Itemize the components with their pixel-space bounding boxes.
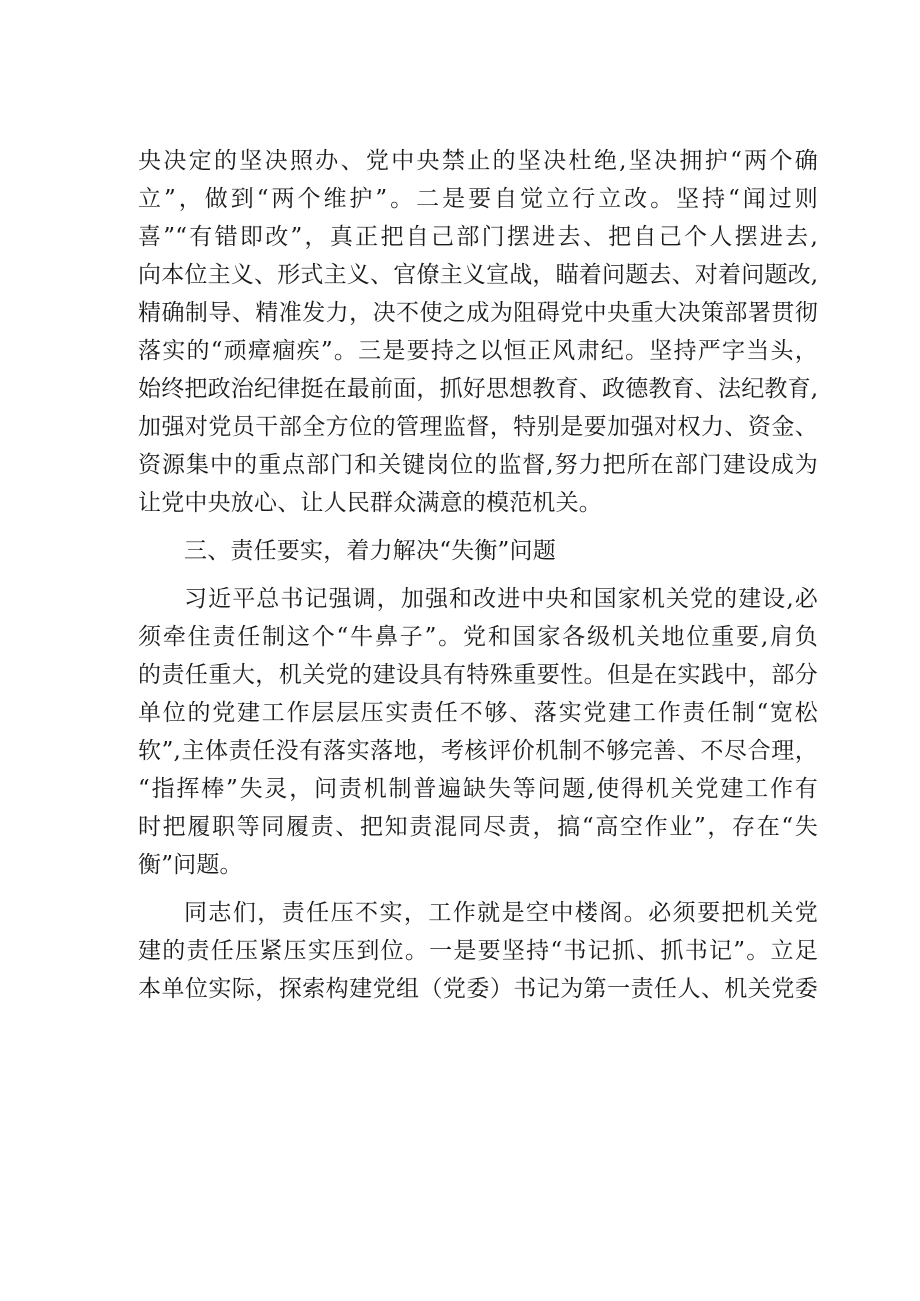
section-heading-text: 三、责任要实，着力解决“失衡”问题 (184, 538, 556, 564)
text-line: 建的责任压紧压实压到位。一是要坚持“书记抓、抓书记”。立足 (138, 938, 818, 964)
text-line: 始终把政治纪律挺在最前面，抓好思想教育、政德教育、法纪教育, (138, 376, 818, 402)
text-line: 喜”“有错即改”，真正把自己部门摆进去、把自己个人摆进去, (138, 224, 818, 250)
document-body (138, 142, 818, 1008)
text-line: 向本位主义、形式主义、官僚主义宣战，瞄着问题去、对着问题改, (138, 262, 818, 288)
text-line: 本单位实际，探索构建党组（党委）书记为第一责任人、机关党委 (138, 976, 818, 1002)
text-line: 精确制导、精准发力，决不使之成为阻碍党中央重大决策部署贯彻 (138, 300, 818, 326)
text-line: 央决定的坚决照办、党中央禁止的坚决杜绝,坚决拥护“两个确 (138, 148, 818, 174)
text-line: 让党中央放心、让人民群众满意的模范机关。 (138, 490, 602, 516)
paragraph-3 (138, 580, 818, 884)
text-line: 须牵住责任制这个“牛鼻子”。党和国家各级机关地位重要,肩负 (138, 624, 818, 650)
paragraph-gap (138, 570, 818, 580)
text-line: 资源集中的重点部门和关键岗位的监督,努力把所在部门建设成为 (138, 452, 818, 478)
paragraph-gap (138, 884, 818, 894)
text-line: 衡”问题。 (138, 852, 243, 878)
text-line: 同志们，责任压不实，工作就是空中楼阁。必须要把机关党 (184, 900, 818, 926)
text-line: “指挥棒”失灵，问责机制普遍缺失等问题,使得机关党建工作有 (138, 776, 818, 802)
paragraph-gap (138, 522, 818, 532)
text-line: 加强对党员干部全方位的管理监督，特别是要加强对权力、资金、 (138, 414, 818, 440)
paragraph-4 (138, 894, 818, 1008)
text-line: 落实的“顽瘴痼疾”。三是要持之以恒正风肃纪。坚持严字当头， (138, 338, 818, 364)
text-line: 立”，做到“两个维护”。二是要自觉立行立改。坚持“闻过则 (138, 186, 818, 212)
text-line: 单位的党建工作层层压实责任不够、落实党建工作责任制“宽松 (138, 700, 818, 726)
section-heading (138, 532, 818, 570)
paragraph-1 (138, 142, 818, 522)
text-line: 习近平总书记强调，加强和改进中央和国家机关党的建设,必 (184, 586, 818, 612)
text-line: 的责任重大，机关党的建设具有特殊重要性。但是在实践中，部分 (138, 662, 818, 688)
text-line: 时把履职等同履责、把知责混同尽责，搞“高空作业”，存在“失 (138, 814, 818, 840)
text-line: 软”,主体责任没有落实落地，考核评价机制不够完善、不尽合理， (138, 738, 818, 764)
